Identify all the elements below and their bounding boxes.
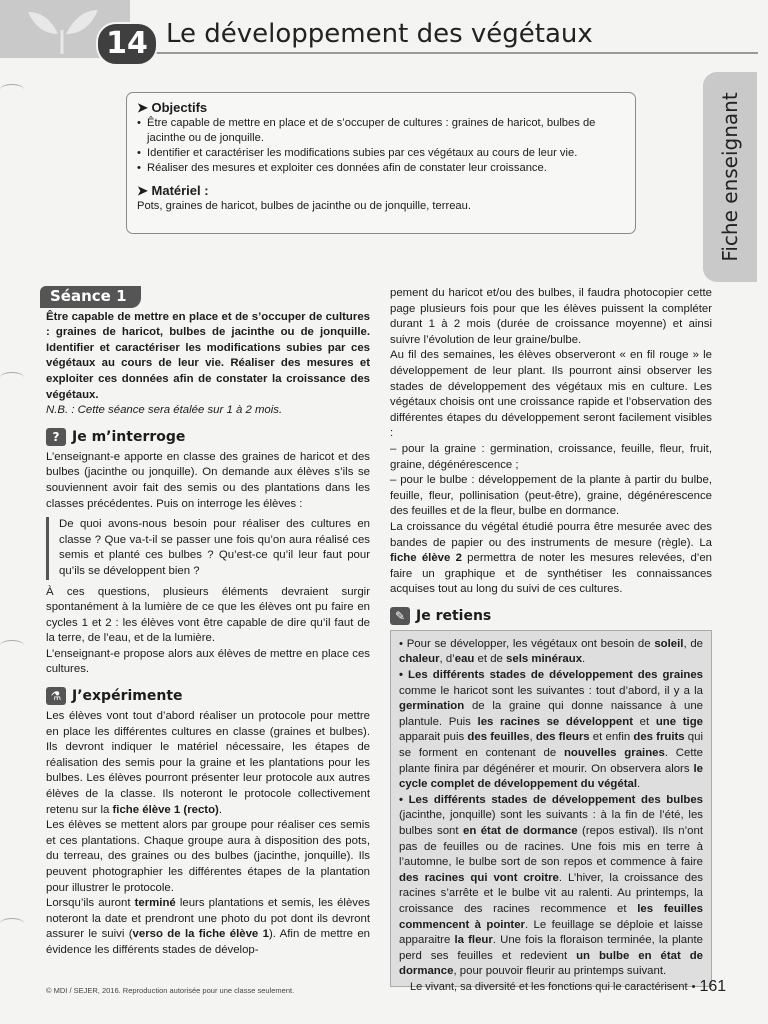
objectives-list: [137, 116, 625, 176]
section-heading-jexperimente: ⚗ J’expérimente: [46, 686, 370, 706]
punch-mark: [0, 372, 24, 383]
page-title: Le développement des végétaux: [166, 19, 593, 49]
side-tab: [703, 72, 757, 282]
objectives-heading: ➤ Objectifs: [137, 100, 208, 115]
objectives-box: [126, 92, 636, 234]
paragraph: L’enseignant-e propose alors aux élèves de mettre en place ces cultures.: [46, 647, 370, 676]
copyright-notice: © MDI / SEJER, 2016. Reproduction autorisée pour une classe seulement.: [46, 986, 295, 995]
material-text: Pots, graines de haricot, bulbes de jacinthe ou de jonquille, terreau.: [137, 200, 471, 212]
footer-bullet: •: [691, 981, 696, 993]
paragraph: Les élèves vont tout d’abord réaliser un protocole pour mettre en place les différentes cultures en classe (graines et bulbes). Ils devront indiquer le matériel nécessaire, les étapes de réalisation des semis pour la graine et les plantations pour les bulbes. Les élèves pourront présenter leur protocole aux autres élèves de la classe. Ils noteront le protocole collectivement retenu sur la fiche élève 1 (recto).: [46, 710, 370, 816]
punch-mark: [0, 84, 24, 95]
summary-item: • Pour se développer, les végétaux ont besoin de soleil, de chaleur, d’eau et de sels minéraux.: [399, 637, 704, 666]
paragraph: pement du haricot et/ou des bulbes, il faudra photocopier cette page plusieurs fois pour que les élèves puissent la compléter durant 1 à 2 mois (durée de croissance moyenne) et ainsi suivre l’évolution de leur graine/bulbe.: [390, 287, 712, 346]
objective-item: • Être capable de mettre en place et de s’occuper de cultures : graines de haricot, bulbes de jacinthe ou de jonquille.: [137, 116, 625, 146]
flask-icon: ⚗: [46, 687, 66, 705]
summary-item: • Les différents stades de développement des graines comme le haricot sont les suivantes : tout d’abord, il y a la germination de la graine qui donne naissance à une plantule. Puis les racines se développent et une tige apparait puis des feuilles, des fleurs et enfin des fruits qui se forment en contenant de nouvelles graines. Cette plante finira par dégénérer et mourir. On observera alors le cycle complet de développement du végétal.: [399, 669, 704, 791]
paragraph: À ces questions, plusieurs éléments devraient surgir spontanément à la lumière de ce que les élèves ont pu faire en cycles 1 et 2 : les élèves vont être capable de dire qu’il faut de la terre, de l’eau, et de la lumière.: [46, 585, 370, 645]
header-rule: [130, 52, 758, 54]
footer-theme: Le vivant, sa diversité et les fonctions qui le caractérisent: [410, 981, 688, 993]
paragraph: – pour la graine : germination, croissance, feuille, fleur, fruit, graine, dégénérescence ;: [390, 442, 712, 471]
paragraph: La croissance du végétal étudié pourra être mesurée avec des bandes de papier ou des instruments de mesure (règle). La fiche élève 2 permettra de noter les mesures relevées, d’en faire un graphique et de synthétiser les connaissances acquises tout au long du suivi de ces cultures.: [390, 520, 712, 596]
question-mark-icon: ?: [46, 428, 66, 446]
summary-item: • Les différents stades de développement des bulbes (jacinthe, jonquille) sont les suivants : à la fin de l’été, les bulbes sont en état de dormance (repos estival). Ils n’ont pas de feuilles ou de racines. Une fois mis en terre à l’automne, le bulbe sort de son repos et commence à faire des racines qui vont croitre. L’hiver, la croissance des racines s’arrête et le bulbe vit au ralenti. Au printemps, la croissance des racines recommence et les feuilles commencent à pointer. Le feuillage se déploie et laisse apparaitre la fleur. Une fois la floraison terminée, la plante perd ses feuilles et redevient un bulbe en état de dormance, pour pouvoir fleurir au printemps suivant.: [399, 793, 703, 978]
page-number: 161: [699, 978, 727, 995]
objective-item: • Identifier et caractériser les modifications subies par ces végétaux au cours de leur vie.: [137, 146, 625, 161]
punch-mark: [0, 640, 24, 651]
left-column: [46, 286, 370, 959]
seance-badge: Séance 1: [40, 286, 141, 308]
paragraph: Au fil des semaines, les élèves observeront « en fil rouge » le développement de leur plant. Ils pourront ainsi observer les stades de développement des végétaux mis en culture. Les végétaux choisis ont une croissance rapide et l’observation des différentes étapes du développement seront facilement visibles :: [390, 349, 712, 440]
paragraph: L’enseignant-e apporte en classe des graines de haricot et des bulbes (jacinthe ou jonquille). On demande aux élèves s’ils se souviennent avoir fait des semis ou des plantations dans les classes précédentes. Puis on interroge les élèves :: [46, 450, 370, 510]
right-column: [390, 286, 712, 987]
side-tab-label: Fiche enseignant: [718, 92, 742, 262]
summary-box: [390, 630, 712, 987]
paragraph: Les élèves se mettent alors par groupe pour réaliser ces semis et ces plantations. Chaque groupe aura à disposition des pots, du terreau, des graines ou des bulbes (jacinthe, jonquille). Ils peuvent photographier les différentes étapes de la plantation pour illustrer le protocole.: [46, 819, 370, 894]
objective-item: • Réaliser des mesures et exploiter ces données afin de constater leur croissance.: [137, 161, 625, 176]
pencil-icon: ✎: [390, 607, 410, 625]
chapter-number: 14: [96, 22, 158, 66]
paragraph: – pour le bulbe : développement de la plante à partir du bulbe, feuille, fleur, pollinisation (peut-être), graine, dégénérescence des feuilles et de la fleur, bulbe en dormance.: [390, 474, 712, 518]
material-heading: ➤ Matériel :: [137, 183, 209, 198]
paragraph: Lorsqu’ils auront terminé leurs plantations et semis, les élèves noteront la date et prendront une photo du pot dont ils devront assurer le suivi (verso de la fiche élève 1). Afin de mettre en évidence les différents stades de dévelop-: [46, 897, 371, 956]
seance-note: N.B. : Cette séance sera étalée sur 1 à 2 mois.: [46, 404, 283, 417]
section-heading-je-retiens: ✎ Je retiens: [390, 606, 712, 626]
page-footer: [410, 978, 726, 996]
seance-goals: Être capable de mettre en place et de s’occuper de cultures : graines de haricot, bulbes de jacinthe ou de jonquille. Identifier et caractériser les modifications subies par ces végétaux au cours de leur vie. Réaliser des mesures et exploiter ces données afin de constater la croissance des végétaux.: [46, 310, 370, 401]
punch-mark: [0, 918, 24, 929]
quote-block: De quoi avons-nous besoin pour réaliser des cultures en classe ? Que va-t-il se passer une fois qu’on aura réalisé ces semis et planté ces bulbes ? Qu’est-ce qu’il leur faut pour qu’ils se développent bien ?: [46, 517, 370, 579]
section-heading-je-minterroge: ? Je m’interroge: [46, 427, 370, 447]
